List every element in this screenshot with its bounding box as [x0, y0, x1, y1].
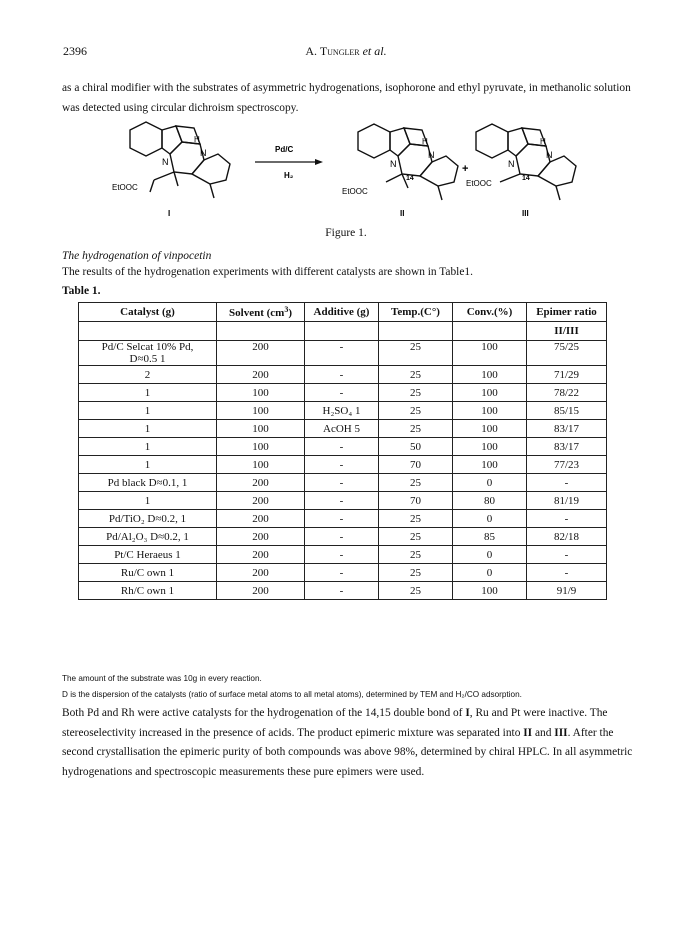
- cell-solvent: 200: [217, 510, 305, 528]
- cell-solvent: 200: [217, 546, 305, 564]
- reaction-arrowhead: [315, 159, 323, 165]
- table-header-row: [79, 303, 607, 322]
- cell-epimer: 83/17: [527, 438, 607, 456]
- header-blank: [379, 322, 453, 341]
- cell-temp: 25: [379, 582, 453, 600]
- cell-temp: 25: [379, 528, 453, 546]
- table-row: [79, 366, 607, 384]
- cell-solvent: 200: [217, 582, 305, 600]
- cell-temp: 25: [379, 546, 453, 564]
- header-epimer: Epimer ratio: [527, 303, 607, 322]
- cell-conv: 100: [453, 402, 527, 420]
- cell-solvent: 100: [217, 456, 305, 474]
- cell-additive: -: [305, 341, 379, 366]
- cell-solvent: 200: [217, 341, 305, 366]
- compound-I-ester: EtOOC: [112, 183, 138, 192]
- table-row: [79, 474, 607, 492]
- cell-catalyst: Pd/TiO₂ D≈0.2, 1: [79, 510, 217, 528]
- cell-epimer: 75/25: [527, 341, 607, 366]
- compound-III-structure: [476, 124, 576, 200]
- table-row: [79, 402, 607, 420]
- cell-solvent: 100: [217, 402, 305, 420]
- compound-I-n2: N: [162, 157, 169, 167]
- cell-epimer: 77/23: [527, 456, 607, 474]
- cell-additive: AcOH 5: [305, 420, 379, 438]
- reagent-pdc: Pd/C: [275, 145, 294, 154]
- cell-conv: 0: [453, 510, 527, 528]
- cell-catalyst: 1: [79, 402, 217, 420]
- cell-catalyst: 1: [79, 384, 217, 402]
- table-row: [79, 564, 607, 582]
- cell-catalyst: Pt/C Heraeus 1: [79, 546, 217, 564]
- cell-solvent: 200: [217, 564, 305, 582]
- compound-II-structure: [358, 124, 458, 200]
- cell-epimer: -: [527, 546, 607, 564]
- cell-epimer: 81/19: [527, 492, 607, 510]
- plus-sign: +: [462, 163, 469, 175]
- cell-additive: -: [305, 492, 379, 510]
- table-row: [79, 582, 607, 600]
- header-epimer-sub: II/III: [527, 322, 607, 341]
- cell-conv: 100: [453, 456, 527, 474]
- compound-II-h: H: [422, 137, 428, 146]
- header-blank: [305, 322, 379, 341]
- cell-epimer: 78/22: [527, 384, 607, 402]
- cell-catalyst: 1: [79, 420, 217, 438]
- cell-catalyst: 1: [79, 456, 217, 474]
- footnote-dispersion: D is the dispersion of the catalysts (ratio of surface metal atoms to all metal atoms), determined by TEM and H₂/CO adsorption.: [62, 690, 522, 699]
- cell-conv: 0: [453, 564, 527, 582]
- compound-III-label: III: [522, 209, 529, 218]
- cell-conv: 85: [453, 528, 527, 546]
- header-catalyst: Catalyst (g): [79, 303, 217, 322]
- cell-temp: 25: [379, 510, 453, 528]
- cell-conv: 100: [453, 366, 527, 384]
- table-row: [79, 384, 607, 402]
- header-blank: [79, 322, 217, 341]
- page-number: 2396: [63, 44, 87, 58]
- cell-catalyst: Pd black D≈0.1, 1: [79, 474, 217, 492]
- compound-III-c14: 14: [522, 175, 530, 182]
- cell-temp: 70: [379, 456, 453, 474]
- cell-additive: -: [305, 582, 379, 600]
- cell-solvent: 200: [217, 528, 305, 546]
- cell-conv: 0: [453, 474, 527, 492]
- header-temp: Temp.(C°): [379, 303, 453, 322]
- cell-temp: 25: [379, 564, 453, 582]
- cell-catalyst: 1: [79, 492, 217, 510]
- cell-temp: 25: [379, 474, 453, 492]
- cell-additive: -: [305, 456, 379, 474]
- compound-I-label: I: [168, 209, 171, 218]
- cell-additive: -: [305, 546, 379, 564]
- cell-catalyst: Pd/Al₂O₃ D≈0.2, 1: [79, 528, 217, 546]
- cell-epimer: -: [527, 474, 607, 492]
- running-title-author: A. Tungler: [305, 44, 360, 58]
- table-title: Table 1.: [62, 285, 101, 297]
- header-additive: Additive (g): [305, 303, 379, 322]
- cell-solvent: 200: [217, 474, 305, 492]
- section-heading: The hydrogenation of vinpocetin: [62, 250, 212, 262]
- cell-temp: 25: [379, 402, 453, 420]
- compound-II-label: II: [400, 209, 405, 218]
- cell-temp: 25: [379, 420, 453, 438]
- cell-conv: 80: [453, 492, 527, 510]
- cell-temp: 25: [379, 341, 453, 366]
- figure-caption: Figure 1.: [325, 227, 367, 239]
- cell-epimer: 71/29: [527, 366, 607, 384]
- cell-epimer: 83/17: [527, 420, 607, 438]
- cell-conv: 100: [453, 384, 527, 402]
- cell-epimer: -: [527, 510, 607, 528]
- footnote-substrate: The amount of the substrate was 10g in every reaction.: [62, 674, 262, 683]
- compound-III-h: H: [540, 137, 546, 146]
- cell-epimer: 82/18: [527, 528, 607, 546]
- running-title: [0, 44, 692, 59]
- cell-additive: -: [305, 384, 379, 402]
- table-row: [79, 546, 607, 564]
- compound-II-n1: N: [428, 150, 435, 160]
- cell-additive: -: [305, 510, 379, 528]
- compound-I-n1: N: [200, 148, 207, 158]
- cell-conv: 0: [453, 546, 527, 564]
- cell-solvent: 200: [217, 366, 305, 384]
- header-solvent: Solvent $(cm^3)$: [217, 303, 305, 322]
- cell-solvent: 100: [217, 438, 305, 456]
- cell-conv: 100: [453, 420, 527, 438]
- cell-epimer: -: [527, 564, 607, 582]
- closing-paragraph: Both Pd and Rh were active catalysts for the hydrogenation of the 14,15 double bond of I, Ru and Pt were inactive. The stereoselectivity increased in the presence of acids. The product epimeric mixture was separated into II and III. After the second crystallisation the epimeric purity of both compounds was above 98%, determined by chiral HPLC. In all asymmetric hydrogenations and spectroscopic measurements these pure epimers were used.: [62, 707, 633, 778]
- intro-paragraph: as a chiral modifier with the substrates of asymmetric hydrogenations, isophorone and ethyl pyruvate, in methanolic solution was detected using circular dichroism spectroscopy.: [62, 82, 631, 114]
- compound-III-n2: N: [508, 159, 515, 169]
- table-row: [79, 510, 607, 528]
- table-row: [79, 456, 607, 474]
- table-row: [79, 492, 607, 510]
- header-conv: Conv.(%): [453, 303, 527, 322]
- cell-epimer: 91/9: [527, 582, 607, 600]
- table-header-row-2: [79, 322, 607, 341]
- table-row: [79, 341, 607, 366]
- cell-catalyst: 2: [79, 366, 217, 384]
- compound-II-n2: N: [390, 159, 397, 169]
- cell-temp: 25: [379, 384, 453, 402]
- cell-solvent: 200: [217, 492, 305, 510]
- header-blank: [453, 322, 527, 341]
- compound-III-ester: EtOOC: [466, 179, 492, 188]
- compound-I-structure: [130, 122, 230, 198]
- cell-temp: 50: [379, 438, 453, 456]
- results-sentence: The results of the hydrogenation experiments with different catalysts are shown in Table1.: [62, 266, 473, 278]
- cell-conv: 100: [453, 438, 527, 456]
- cell-catalyst: Rh/C own 1: [79, 582, 217, 600]
- cell-catalyst: Ru/C own 1: [79, 564, 217, 582]
- cell-catalyst: 1: [79, 438, 217, 456]
- table-row: [79, 438, 607, 456]
- cell-additive: H₂SO₄ 1: [305, 402, 379, 420]
- cell-additive: -: [305, 474, 379, 492]
- cell-additive: -: [305, 528, 379, 546]
- compound-I-h: H: [194, 135, 200, 144]
- cell-temp: 70: [379, 492, 453, 510]
- compound-II-c14: 14: [406, 175, 414, 182]
- table-row: [79, 528, 607, 546]
- cell-catalyst: Pd/C Selcat 10% Pd, D≈0.5 1: [79, 341, 217, 366]
- compound-II-ester: EtOOC: [342, 187, 368, 196]
- reaction-scheme-figure: [110, 120, 580, 225]
- cell-solvent: 100: [217, 420, 305, 438]
- cell-additive: -: [305, 438, 379, 456]
- header-blank: [217, 322, 305, 341]
- cell-additive: -: [305, 564, 379, 582]
- cell-conv: 100: [453, 341, 527, 366]
- cell-additive: -: [305, 366, 379, 384]
- reagent-h2: H₂: [284, 171, 294, 180]
- cell-temp: 25: [379, 366, 453, 384]
- cell-epimer: 85/15: [527, 402, 607, 420]
- cell-conv: 100: [453, 582, 527, 600]
- table-row: [79, 420, 607, 438]
- results-table: [78, 302, 607, 600]
- compound-III-n1: N: [546, 150, 553, 160]
- running-title-etal: et al.: [362, 44, 387, 58]
- cell-solvent: 100: [217, 384, 305, 402]
